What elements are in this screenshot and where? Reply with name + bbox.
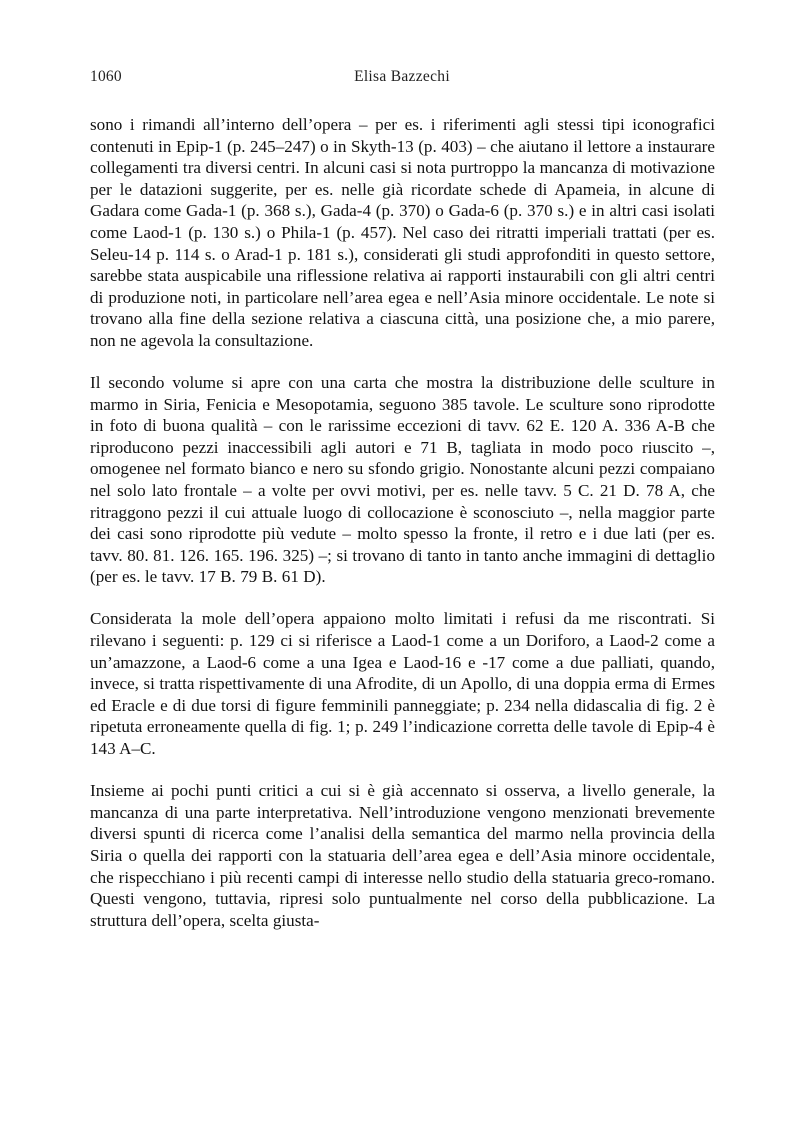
running-title-author: Elisa Bazzechi [354,68,450,85]
body-text-block [90,114,715,931]
running-head [90,68,714,92]
body-paragraph-1: sono i rimandi all’interno dell’opera – per es. i riferimenti agli stessi tipi iconografici contenuti in Epip-1 (p. 245–247) o in Skyth-13 (p. 403) – che aiutano il lettore a instaurare collegamenti tra diversi centri. In alcuni casi si nota purtroppo la mancanza di motivazione per le datazioni suggerite, per es. nelle già ricordate schede di Apameia, in alcune di Gadara come Gada-1 (p. 368 s.), Gada-4 (p. 370) o Gada-6 (p. 370 s.) e in altri casi isolati come Laod-1 (p. 130 s.) o Phila-1 (p. 457). Nel caso dei ritratti imperiali trattati (per es. Seleu-14 p. 114 s. o Arad-1 p. 181 s.), considerati gli studi approfonditi in questo settore, sarebbe stata auspicabile una riflessione relativa ai rapporti instaurabili con gli altri centri di produzione noti, in particolare nell’area egea e nell’Asia minore occidentale. Le note si trovano alla fine della sezione relativa a ciascuna città, una posizione che, a mio parere, non ne agevola la consultazione. [90,115,715,350]
body-paragraph-3: Considerata la mole dell’opera appaiono molto limitati i refusi da me riscontrati. Si rilevano i seguenti: p. 129 ci si riferisce a Laod-1 come a un Doriforo, a Laod-2 come a un’amazzone, a Laod-6 come a una Igea e Laod-16 e -17 come a due palliati, quando, invece, si tratta rispettivamente di una Afrodite, di un Apollo, di una doppia erma di Ermes ed Eracle e di due torsi di figure femminili panneggiate; p. 234 nella didascalia di fig. 2 è ripetuta erroneamente quella di fig. 1; p. 249 l’indicazione corretta delle tavole di Epip-4 è 143 A–C. [90,609,715,759]
body-paragraph-2: Il secondo volume si apre con una carta che mostra la distribuzione delle sculture in marmo in Siria, Fenicia e Mesopotamia, seguono 385 tavole. Le sculture sono riprodotte in foto di buona qualità – con le rarissime eccezioni di tavv. 62 E. 120 A. 336 A-B che riproducono pezzi inaccessibili agli autori e 71 B, tagliata in modo poco riuscito –, omogenee nel formato bianco e nero su sfondo grigio. Nonostante alcuni pezzi compaiano nel solo lato frontale – a volte per ovvi motivi, per es. nelle tavv. 5 C. 21 D. 78 A, che ritraggono pezzi il cui attuale luogo di collocazione è sconosciuto –, nella maggior parte dei casi sono riprodotte più vedute – molto spesso la fronte, il retro e i due lati (per es. tavv. 80. 81. 126. 165. 196. 325) –; si trovano di tanto in tanto anche immagini di dettaglio (per es. le tavv. 17 B. 79 B. 61 D). [90,373,715,587]
page-number: 1060 [90,68,122,85]
body-paragraph-4: Insieme ai pochi punti critici a cui si è già accennato si osserva, a livello generale, la mancanza di una parte interpretativa. Nell’introduzione vengono menzionati brevemente diversi spunti di ricerca come l’analisi della semantica del marmo nella provincia della Siria o quella dei rapporti con la statuaria dell’area egea e dell’Asia minore occidentale, che rispecchiano i più recenti campi di interesse nello studio della statuaria greco-romano. Questi vengono, tuttavia, ripresi solo puntualmente nel corso della pubblicazione. La struttura dell’opera, scelta giusta- [90,781,715,930]
